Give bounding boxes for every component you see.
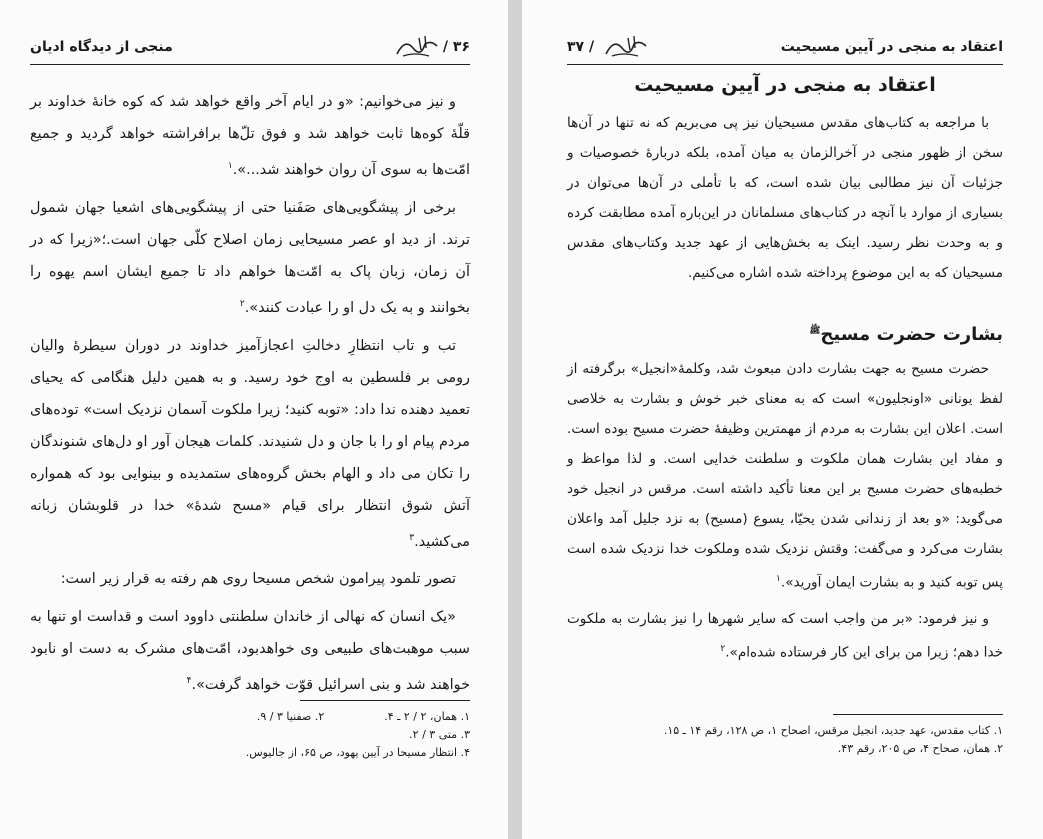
right-intro-paragraph: با مراجعه به کتاب‌های مقدس مسیحیان نیز پی می‌بریم که نه تنها در آن‌ها سخن از ظهور منجی در آخرالزمان به میان آمده، بلکه دربارهٔ خصوصیات و جزئیات آن نیز مطالبی بیان شده است، که با تأملی در آن‌ها می‌توان در بسیاری از موارد با آنچه در کتاب‌های مسلمانان در این‌باره آمده مطابقت کرده و به وحدت نظر رسید. اینک به بخش‌هایی از عهد جدید وکتاب‌های مقدس مسیحیان که به این موضوع پرداخته شده اشاره می‌کنیم. [567, 115, 1003, 281]
footnote-marker: ۲ [720, 643, 726, 654]
right-body [567, 108, 1003, 673]
right-header-rule [567, 64, 1003, 65]
footnote-marker: ۱ [227, 161, 233, 171]
right-page-number: / ۳۷ [567, 39, 595, 55]
left-header-title: منجی از دیدگاه ادیان [30, 39, 173, 55]
footnote-marker: ۲ [239, 298, 245, 309]
left-page-number: ۳۶ / [442, 39, 470, 55]
left-footnote-1: ۱. همان، ۲ / ۲ ـ ۴. [384, 710, 470, 723]
right-footnote-1: ۱. کتاب مقدس، عهد جدید، انجیل مرقس، اصحاح ۱، ص ۱۲۸، رقم ۱۴ ـ ۱۵. [663, 724, 1003, 737]
left-paragraph-1: و نیز می‌خوانیم: «و در ایام آخر واقع خواهد شد که کوه خانهٔ خداوند بر قلّهٔ کوه‌ها ثابت خواهد شد و فوق تلّ‌ها برافراشته خواهد گردید و جمیع امّت‌ها به سوی آن روان خواهند شد...».$^۱$ [30, 94, 470, 178]
left-page [0, 0, 508, 839]
right-footnote-2: ۲. همان، صحاح ۴، ص ۲۰۵، رقم ۴۳. [837, 742, 1003, 755]
left-paragraph-4: تصور تلمود پیرامون شخص مسیحا روی هم رفته به قرار زیر است: [60, 571, 456, 588]
book-gutter [508, 0, 522, 839]
footnote-marker: ۱ [776, 574, 781, 584]
right-footnotes [567, 722, 1003, 758]
left-paragraph-3: تب و تاب انتظارِ دخالتِ اعجازآمیز خداوند در دوران سیطرهٔ والیان رومی بر فلسطین به اوج خود رسید. و به همین دلیل هنگامی که یحیای تعمید دهنده ندا داد: «توبه کنید؛ زیرا ملکوت آسمان نزدیک است» توده‌های مردم پیام او را با جان و دل شنیدند. کلمات هیجان آور او دل‌های شنوندگان را تکان می داد و الهام بخش گروه‌های ستمدیده و بینوایی بود که همواره آتش شوق انتظار برای قیام «مسح شدهٔ» خدا در قلوبشان زبانه می‌کشید.$^۳$ [30, 337, 470, 550]
left-paragraph-5: «یک انسان که نهالی از خاندان سلطنتی داوود است و قداست او تنها به سبب موهبت‌های طبیعی وی خواهدبود، امّت‌های مشرک به دست او نابود خواهند شد و بنی اسرائیل قوّت خواهد گرفت».$^۴$ [30, 609, 470, 694]
footnote-marker: ۴ [186, 676, 192, 687]
left-page-number-block [389, 34, 470, 60]
right-footnote-rule [833, 714, 1003, 715]
left-footnote-4: ۴. انتظار مسیحا در آیین یهود، ص ۶۵، از جالیوس. [245, 746, 470, 759]
left-footnote-3: ۳. متی ۳ / ۲. [409, 728, 470, 741]
right-page-header [567, 30, 1003, 64]
calligraphy-logo-icon [604, 34, 648, 60]
right-page-number-block [567, 34, 648, 60]
left-footnotes [30, 708, 470, 762]
left-page-header [30, 30, 470, 64]
right-header-title: اعتقاد به منجی در آیین مسیحیت [780, 39, 1003, 55]
calligraphy-logo-icon [395, 34, 439, 60]
left-footnote-2: ۲. صفنیا ۳ / ۹. [256, 710, 325, 723]
footnote-marker: ۳ [409, 532, 415, 543]
honorific-mark: ﷺ [809, 326, 821, 336]
right-paragraph-2: و نیز فرمود: «بر من واجب است که سایر شهرها را نیز بشارت به ملکوت خدا دهم؛ زیرا من برای این کار فرستاده شده‌ام».$^۲$ [567, 610, 1003, 661]
left-footnote-rule [300, 700, 470, 701]
right-paragraph-1: حضرت مسیح به جهت بشارت دادن مبعوث شد، وکلمهٔ«انجیل» برگرفته از لفظ یونانی «اونجلیون» است که به معنای خبر خوش و بشارت به خلاصی است. اعلان این بشارت به مردم از مهمترین وظیفهٔ حضرت مسیح بوده است. و مفاد این بشارت همان ملکوت و سلطنت خدایی است. و لذا مواعظ و خطبه‌های حضرت مسیح بر این معنا تأکید داشته است. مرقس در انجیل خود می‌گوید: «و بعد از زندانی شدن یحیّا، یسوع (مسیح) به نزد جلیل آمد واعلان بشارت می‌کرد و می‌گفت: وقتش نزدیک شده وملکوت خدا نزدیک شده است پس توبه کنید و به بشارت ایمان آورید».$^۱$ [567, 361, 1003, 591]
left-body [30, 86, 470, 707]
left-paragraph-2: برخی از پیشگویی‌های صَفَنیا حتی از پیشگویی‌های اشعیا جهان شمول ترند. از دید او عصر مسیحایی زمان اصلاح کلّی جهان است.؛«زیرا که در آن زمان، زبان پاک به امّت‌ها خواهم داد تا جمیع ایشان اسم یهوه را بخوانند و به یک دل او را عبادت کنند».$^۲$ [30, 199, 470, 316]
section-title: بشارت حضرت مسیح$^ﷺ$ [809, 324, 1003, 345]
right-page [522, 0, 1043, 839]
left-header-rule [30, 64, 470, 65]
chapter-title: اعتقاد به منجی در آیین مسیحیت [634, 74, 936, 96]
